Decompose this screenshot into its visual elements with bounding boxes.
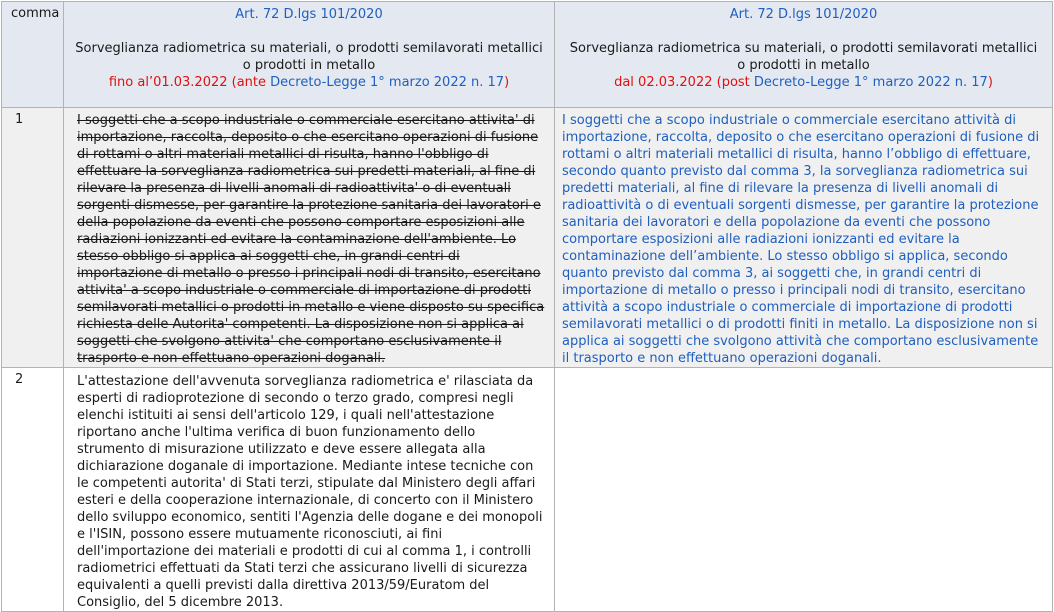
header-old-version [64, 2, 555, 108]
comma-number: 2 [2, 368, 64, 612]
header-new-version [555, 2, 1053, 108]
article-reference-old: Art. 72 D.lgs 101/2020 [235, 7, 383, 22]
new-text [555, 368, 1052, 372]
new-text-cell [555, 108, 1053, 368]
table-row [2, 108, 1053, 368]
validity-old: fino al’01.03.2022 (ante Decreto-Legge 1° marzo 2022 n. 17) [108, 75, 510, 90]
new-text: I soggetti che a scopo industriale o commerciale esercitano attività di importazione, raccolta, deposito o che esercitano operazioni di fusione di rottami o altri materiali metallici di risulta, hanno l’obbligo di effettuare, secondo quanto previsto dal comma 3, la sorveglianza radiometrica sui predetti materiali, al fine di rilevare la presenza di livelli anomali di radioattività o di eventuali sorgenti dismesse, per garantire la protezione sanitaria dei lavoratori e della popolazione da eventi che possono comportare esposizioni alle radiazioni ionizzanti ed evitare la contaminazione dell’ambiente. Lo stesso obbligo si applica, secondo quanto previsto dal comma 3, ai soggetti che, in grandi centri di importazione di metallo o presso i principali nodi di transito, esercitano attività a scopo industriale o commerciale di importazione di prodotti semilavorati metallici o di prodotti finiti in metallo. La disposizione non si applica ai soggetti che svolgono attività che comportano esclusivamente il trasporto e non effettuano operazioni doganali. [562, 113, 1040, 366]
comma-column-header: comma [2, 2, 64, 108]
comma-number: 1 [2, 108, 64, 368]
article-title-new: Sorveglianza radiometrica su materiali, o prodotti semilavorati metallici o prodotti in metallo [569, 41, 1038, 73]
old-text-cell [64, 108, 555, 368]
header-row [2, 2, 1053, 108]
decree-link-old[interactable]: Decreto-Legge 1° marzo 2022 n. 17 [270, 75, 505, 90]
article-title-old: Sorveglianza radiometrica su materiali, o prodotti semilavorati metallici o prodotti in metallo [75, 41, 543, 73]
table-row [2, 368, 1053, 612]
comparison-table [1, 1, 1053, 612]
validity-new: dal 02.03.2022 (post Decreto-Legge 1° marzo 2022 n. 17) [614, 75, 993, 90]
decree-link-new[interactable]: Decreto-Legge 1° marzo 2022 n. 17 [753, 75, 988, 90]
old-text-cell [64, 368, 555, 612]
article-reference-new: Art. 72 D.lgs 101/2020 [729, 7, 878, 22]
old-text: I soggetti che a scopo industriale o commerciale esercitano attivita' di importazione, raccolta, deposito o che esercitano operazioni di fusione di rottami o altri materiali metallici di risulta, hanno l'obbligo di effettuare la sorveglianza radiometrica sui predetti materiali, al fine di rilevare la presenza di livelli anomali di radioattivita' o di eventuali sorgenti dismesse, per garantire la protezione sanitaria dei lavoratori e della popolazione da eventi che possono comportare esposizioni alle radiazioni ionizzanti ed evitare la contaminazione dell'ambiente. Lo stesso obbligo si applica ai soggetti che, in grandi centri di importazione di metallo o presso i principali nodi di transito, esercitano attivita' a scopo industriale o commerciale di importazione di prodotti semilavorati metallici o prodotti in metallo e viene disposto su specifica richiesta delle Autorita' competenti. La disposizione non si applica ai soggetti che svolgono attivita' che comportano esclusivamente il trasporto e non effettuano operazioni doganali. [77, 113, 545, 366]
new-text-cell [555, 368, 1053, 612]
old-text: L'attestazione dell'avvenuta sorveglianza radiometrica e' rilasciata da esperti di radioprotezione di secondo o terzo grado, compresi negli elenchi istituiti ai sensi dell'articolo 129, i quali nell'attestazione riportano anche l'ultima verifica di buon funzionamento dello strumento di misurazione utilizzato e deve essere allegata alla dichiarazione doganale di importazione. Mediante intese tecniche con le competenti autorita' di Stati terzi, stipulate dal Ministero degli affari esteri e della cooperazione internazionale, di concerto con il Ministero dello sviluppo economico, sentiti l'Agenzia delle dogane e dei monopoli e l'ISIN, possono essere mutuamente riconosciuti, ai fini dell'importazione dei materiali e prodotti di cui al comma 1, i controlli radiometrici effettuati da Stati terzi che assicurano livelli di sicurezza equivalenti a quelli previsti dalla direttiva 2013/59/Euratom del Consiglio, del 5 dicembre 2013. [77, 374, 543, 610]
